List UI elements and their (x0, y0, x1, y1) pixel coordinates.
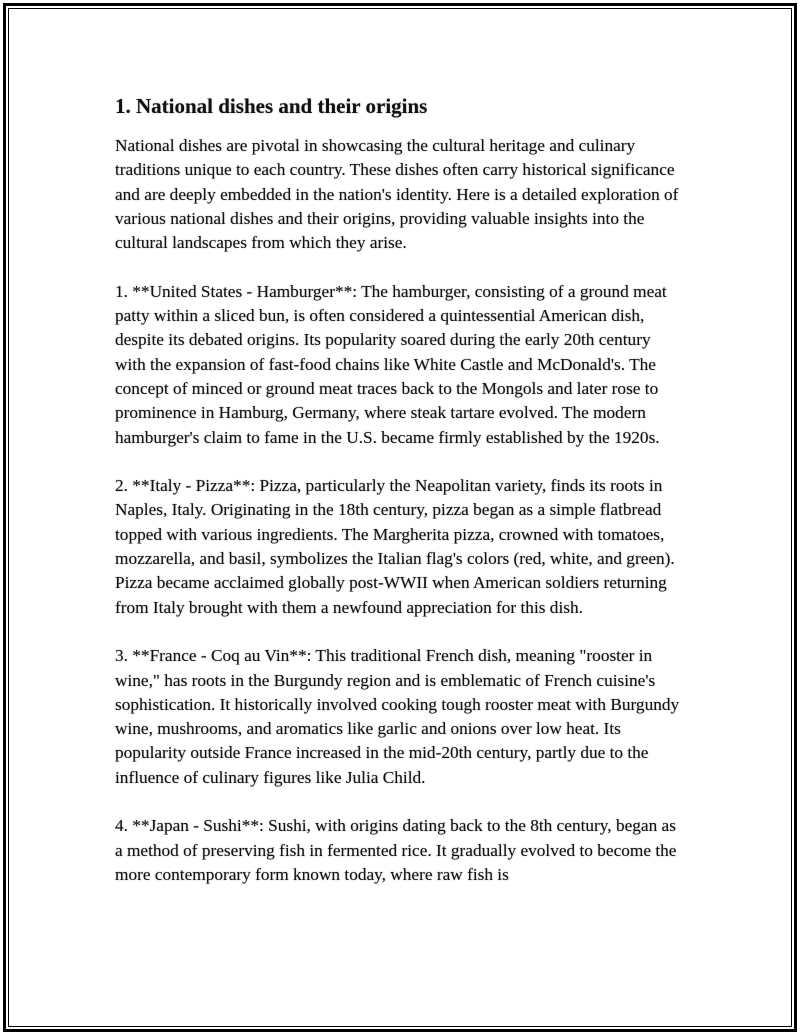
paragraph-coq-au-vin: 3. **France - Coq au Vin**: This traditional French dish, meaning "rooster in wine," has roots in the Burgundy region and is emblematic of French cuisine's sophistication. It historically involved cooking tough rooster meat with Burgundy wine, mushrooms, and aromatics like garlic and onions over low heat. Its popularity outside France increased in the mid-20th century, partly due to the influence of culinary figures like Julia Child. (115, 646, 680, 787)
paragraph-sushi: 4. **Japan - Sushi**: Sushi, with origins dating back to the 8th century, began as a method of preserving fish in fermented rice. It gradually evolved to become the more contemporary form known today, where raw fish is (115, 816, 677, 884)
paragraph-pizza: 2. **Italy - Pizza**: Pizza, particularly the Neapolitan variety, finds its roots in Naples, Italy. Originating in the 18th century, pizza began as a simple flatbread topped with various ingredients. The Margherita pizza, crowned with tomatoes, mozzarella, and basil, symbolizes the Italian flag's colors (red, white, and green). Pizza became acclaimed globally post-WWII when American soldiers returning from Italy brought with them a newfound appreciation for this dish. (115, 476, 675, 617)
section-heading: 1. National dishes and their origins (115, 94, 428, 118)
document-body (115, 92, 685, 912)
intro-paragraph: National dishes are pivotal in showcasing the cultural heritage and culinary traditions unique to each country. These dishes often carry historical significance and are deeply embedded in the nation's identity. Here is a detailed exploration of various national dishes and their origins, providing valuable insights into the cultural landscapes from which they arise. (115, 136, 679, 253)
paragraph-hamburger: 1. **United States - Hamburger**: The hamburger, consisting of a ground meat patty within a sliced bun, is often considered a quintessential American dish, despite its debated origins. Its popularity soared during the early 20th century with the expansion of fast-food chains like White Castle and McDonald's. The concept of minced or ground meat traces back to the Mongols and later rose to prominence in Hamburg, Germany, where steak tartare evolved. The modern hamburger's claim to fame in the U.S. became firmly established by the 1920s. (115, 281, 667, 447)
